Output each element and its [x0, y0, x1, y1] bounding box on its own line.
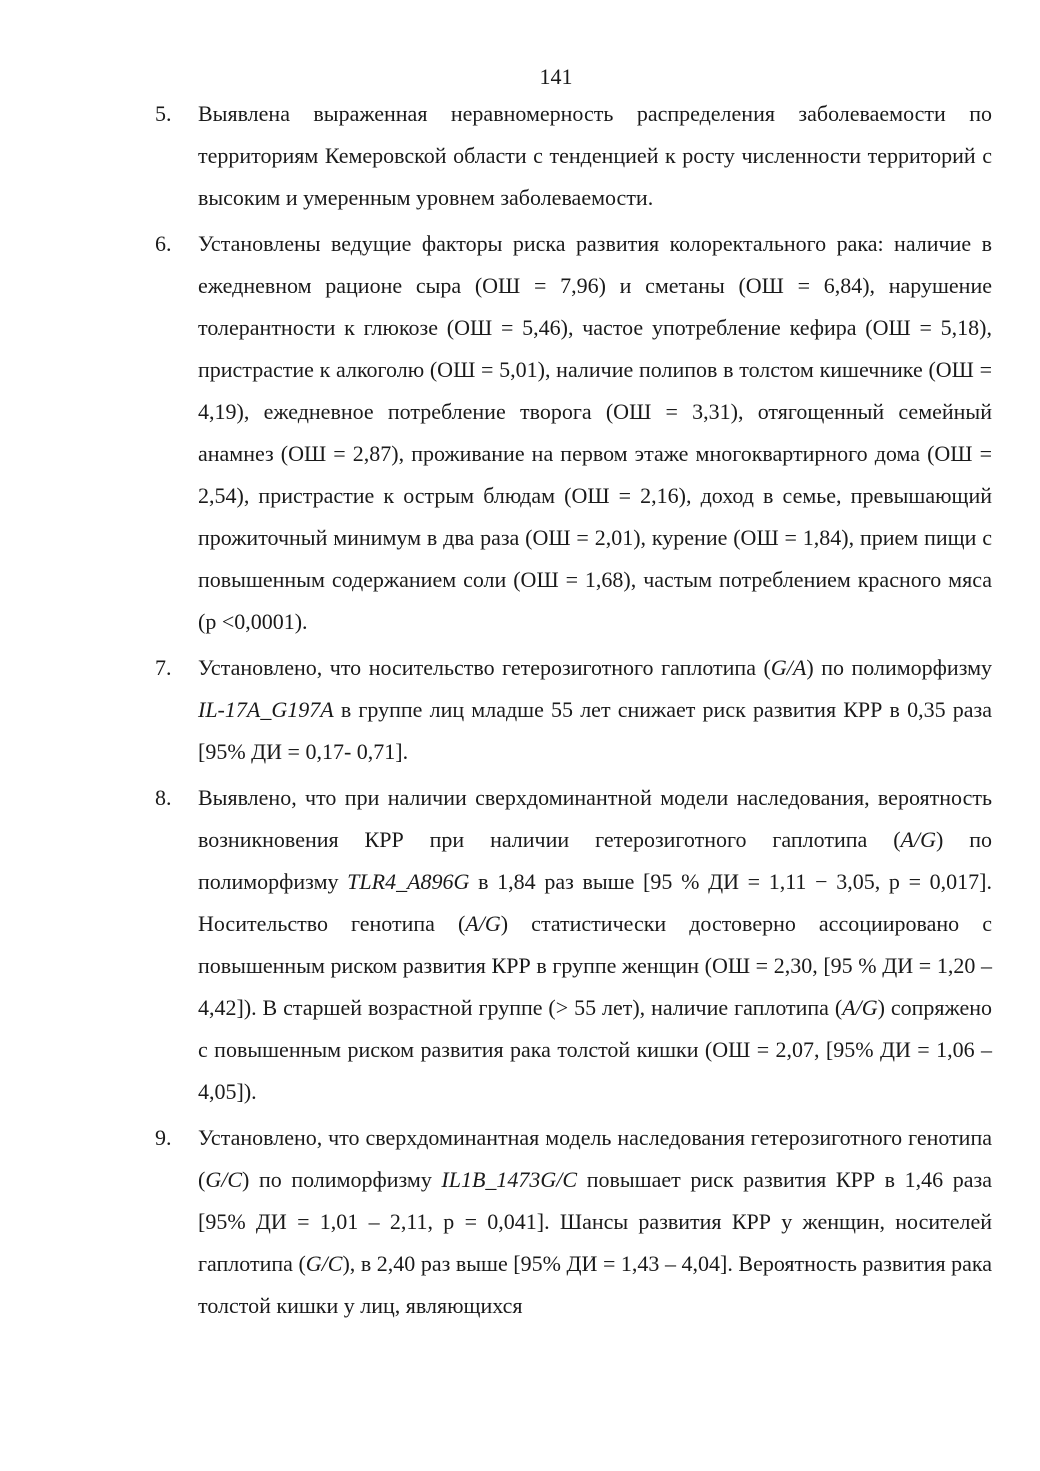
- text-segment: ) по полиморфизму: [242, 1167, 442, 1192]
- italic-term: G/C: [205, 1167, 243, 1192]
- item-number: 7.: [155, 655, 172, 680]
- item-text: [198, 655, 992, 764]
- text-segment: Установлено, что сверхдоминантная модель наследования гетерозиготного генотипа (: [198, 1125, 992, 1192]
- item-text: [198, 101, 992, 210]
- page-number: 141: [539, 64, 573, 89]
- list-item: [150, 777, 992, 1113]
- text-segment: ) сопряжено с повышенным риском развития рака толстой кишки (ОШ = 2,07, [95% ДИ = 1,06 – 4,05]).: [198, 995, 992, 1104]
- item-text: [198, 231, 992, 634]
- text-segment: ) по полиморфизму: [806, 655, 993, 680]
- item-number: 9.: [155, 1125, 172, 1150]
- text-segment: ), в 2,40 раз выше [95% ДИ = 1,43 – 4,04]. Вероятность развития рака толстой кишки у лиц, являющихся: [198, 1251, 992, 1318]
- item-number: 6.: [155, 231, 172, 256]
- text-segment: в группе лиц младше 55 лет снижает риск развития КРР в 0,35 раза [95% ДИ = 0,17- 0,71].: [198, 697, 992, 764]
- text-segment: Установлены ведущие факторы риска развития колоректального рака: наличие в ежедневном рационе сыра (ОШ = 7,96) и сметаны (ОШ = 6,84), нарушение толерантности к глюкозе (ОШ = 5,46), частое употребление кефира (ОШ = 5,18), пристрастие к алкоголю (ОШ = 5,01), наличие полипов в толстом кишечнике (ОШ = 4,19), ежедневное потребление творога (ОШ = 3,31), отягощенный семейный анамнез (ОШ = 2,87), проживание на первом этаже многоквартирного дома (ОШ = 2,54), пристрастие к острым блюдам (ОШ = 2,16), доход в семье, превышающий прожиточный минимум в два раза (ОШ = 2,01), курение (ОШ = 1,84), прием пищи с повышенным содержанием соли (ОШ = 1,68), частым потреблением красного мяса (р <0,0001).: [198, 231, 992, 634]
- list-item: [150, 223, 992, 643]
- item-text: [198, 785, 992, 1104]
- conclusions-list: [150, 93, 992, 1331]
- italic-term: IL1B_1473G/C: [441, 1167, 578, 1192]
- italic-term: A/G: [842, 995, 878, 1020]
- list-item: [150, 1117, 992, 1327]
- italic-term: A/G: [900, 827, 936, 852]
- text-segment: Установлено, что носительство гетерозиготного гаплотипа (: [198, 655, 771, 680]
- italic-term: G/C: [305, 1251, 343, 1276]
- item-number: 8.: [155, 785, 172, 810]
- item-text: [198, 1125, 992, 1318]
- text-segment: повышает риск развития КРР в 1,46 раза [95% ДИ = 1,01 – 2,11, р = 0,041]. Шансы развития КРР у женщин, носителей гаплотипа (: [198, 1167, 992, 1276]
- list-item: [150, 647, 992, 773]
- italic-term: TLR4_A896G: [347, 869, 470, 894]
- text-segment: Выявлено, что при наличии сверхдоминантной модели наследования, вероятность возникновения КРР при наличии гетерозиготного гаплотипа (: [198, 785, 992, 852]
- italic-term: IL-17A_G197A: [198, 697, 334, 722]
- text-segment: в 1,84 раз выше [95 % ДИ = 1,11 − 3,05, р = 0,017]. Носительство генотипа (: [198, 869, 992, 936]
- italic-term: A/G: [465, 911, 501, 936]
- item-number: 5.: [155, 101, 172, 126]
- text-segment: Выявлена выраженная неравномерность распределения заболеваемости по территориям Кемеровской области с тенденцией к росту численности территорий с высоким и умеренным уровнем заболеваемости.: [198, 101, 992, 210]
- text-segment: ) статистически достоверно ассоциировано с повышенным риском развития КРР в группе женщин (ОШ = 2,30, [95 % ДИ = 1,20 – 4,42]). В старшей возрастной группе (> 55 лет), наличие гаплотипа (: [198, 911, 992, 1020]
- italic-term: G/A: [770, 655, 807, 680]
- text-segment: ) по полиморфизму: [198, 827, 993, 894]
- list-item: [150, 93, 992, 219]
